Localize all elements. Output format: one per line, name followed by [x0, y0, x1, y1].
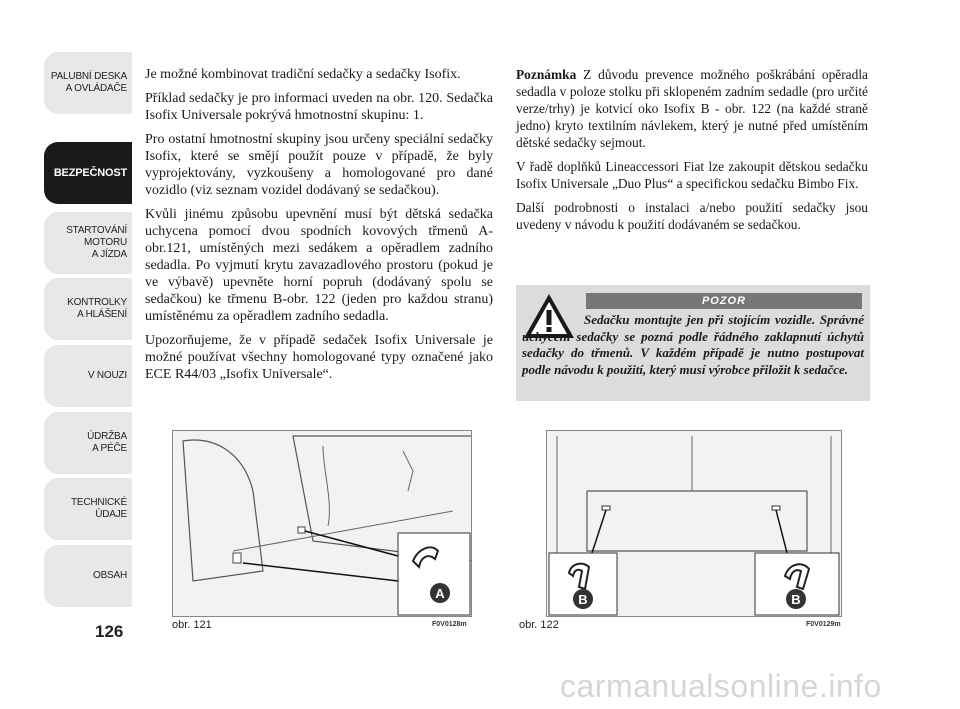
figure-121-code: F0V0128m	[432, 621, 467, 628]
seat-illustration	[173, 431, 471, 616]
svg-text:B: B	[791, 592, 801, 607]
figure-121-caption: obr. 121	[172, 619, 212, 631]
right-text-column	[516, 66, 868, 240]
tab-udrzba[interactable]: ÚDRŽBA A PÉČE	[44, 412, 132, 474]
paragraph: Příklad sedačky je pro informaci uveden na obr. 120. Sedačka Isofix Universale pokrývá hmotnostní skupinu: 1.	[145, 91, 493, 123]
paragraph: Upozorňujeme, že v případě sedaček Isofix Universale je možné používat všechny homologované typy označené jako ECE R44/03 „Isofix Universale“.	[145, 333, 493, 382]
note-paragraph	[516, 66, 868, 151]
figure-122-top-tether-anchors	[546, 430, 842, 617]
tab-palubni-deska[interactable]: PALUBNÍ DESKA A OVLÁDAČE	[44, 52, 132, 114]
left-text-column	[145, 66, 493, 390]
paragraph: Kvůli jinému způsobu upevnění musí být dětská sedačka uchycena pomocí dvou spodních kovových třmenů A-obr.121, umístěných mezi sedákem a opěradlem zadního sedadla. Po vyjmutí krytu zavazadlového prostoru (pokud je ve výbavě) upevněte horní popruh (dodávaný spolu se sedačkou) ke třmenu B-obr. 122 (jeden pro každou stranu) umístěnému za opěradlem zadního sedadla.	[145, 207, 493, 324]
tab-v-nouzi[interactable]: V NOUZI	[44, 345, 132, 407]
figure-122-caption: obr. 122	[519, 619, 559, 631]
warning-box	[516, 285, 870, 401]
tab-bezpecnost[interactable]: BEZPEČNOST	[44, 142, 132, 204]
page-number: 126	[95, 622, 124, 641]
svg-text:B: B	[578, 592, 588, 607]
tab-technicke-udaje[interactable]: TECHNICKÉ ÚDAJE	[44, 478, 132, 540]
warning-text: Sedačku montujte jen při stojícím vozidle. Správné uchycení sedačky se pozná podle řádného zaklapnutí úchytů sedačky do třmenů. V každém případě je nutno postupovat podle návodu k použití, který musí výrobce přiložit k sedačce.	[522, 312, 864, 377]
paragraph: Pro ostatní hmotnostní skupiny jsou určeny speciální sedačky Isofix, které se smějí použít pouze v případě, že byly vyprojektovány, vyzkoušeny a homologované pro dané vozidlo (viz seznam vozidel dodávaný se sedačkou).	[145, 132, 493, 198]
svg-text:A: A	[435, 586, 445, 601]
paragraph: Další podrobnosti o instalaci a/nebo použití sedačky jsou uvedeny v návodu k použití dodávaném se sedačkou.	[516, 200, 868, 232]
seatback-illustration	[547, 431, 841, 616]
figure-121-isofix-anchors	[172, 430, 472, 617]
tab-startovani[interactable]: STARTOVÁNÍ MOTORU A JÍZDA	[44, 212, 132, 274]
note-text: Z důvodu prevence možného poškrábání opěradla sedadla v poloze stolku při sklopeném zadním sedadle (pro určité verze/trhy) je kotvicí oko Isofix B - obr. 122 (na každé straně jedno) kryto textilním návlekem, který je nutné před umístěním dětské sedačky sejmout.	[516, 67, 868, 150]
watermark: carmanualsonline.info	[560, 668, 882, 704]
note-lead: Poznámka	[516, 67, 577, 82]
warning-heading: POZOR	[586, 293, 862, 309]
tab-obsah[interactable]: OBSAH	[44, 545, 132, 607]
paragraph: V řadě doplňků Lineaccessori Fiat lze zakoupit dětskou sedačku Isofix Universale „Duo Plus“ a specifickou sedačku Bimbo Fix.	[516, 159, 868, 191]
tab-kontrolky[interactable]: KONTROLKY A HLÁŠENÍ	[44, 278, 132, 340]
figure-122-code: F0V0129m	[806, 621, 841, 628]
paragraph: Je možné kombinovat tradiční sedačky a sedačky Isofix.	[145, 67, 461, 82]
